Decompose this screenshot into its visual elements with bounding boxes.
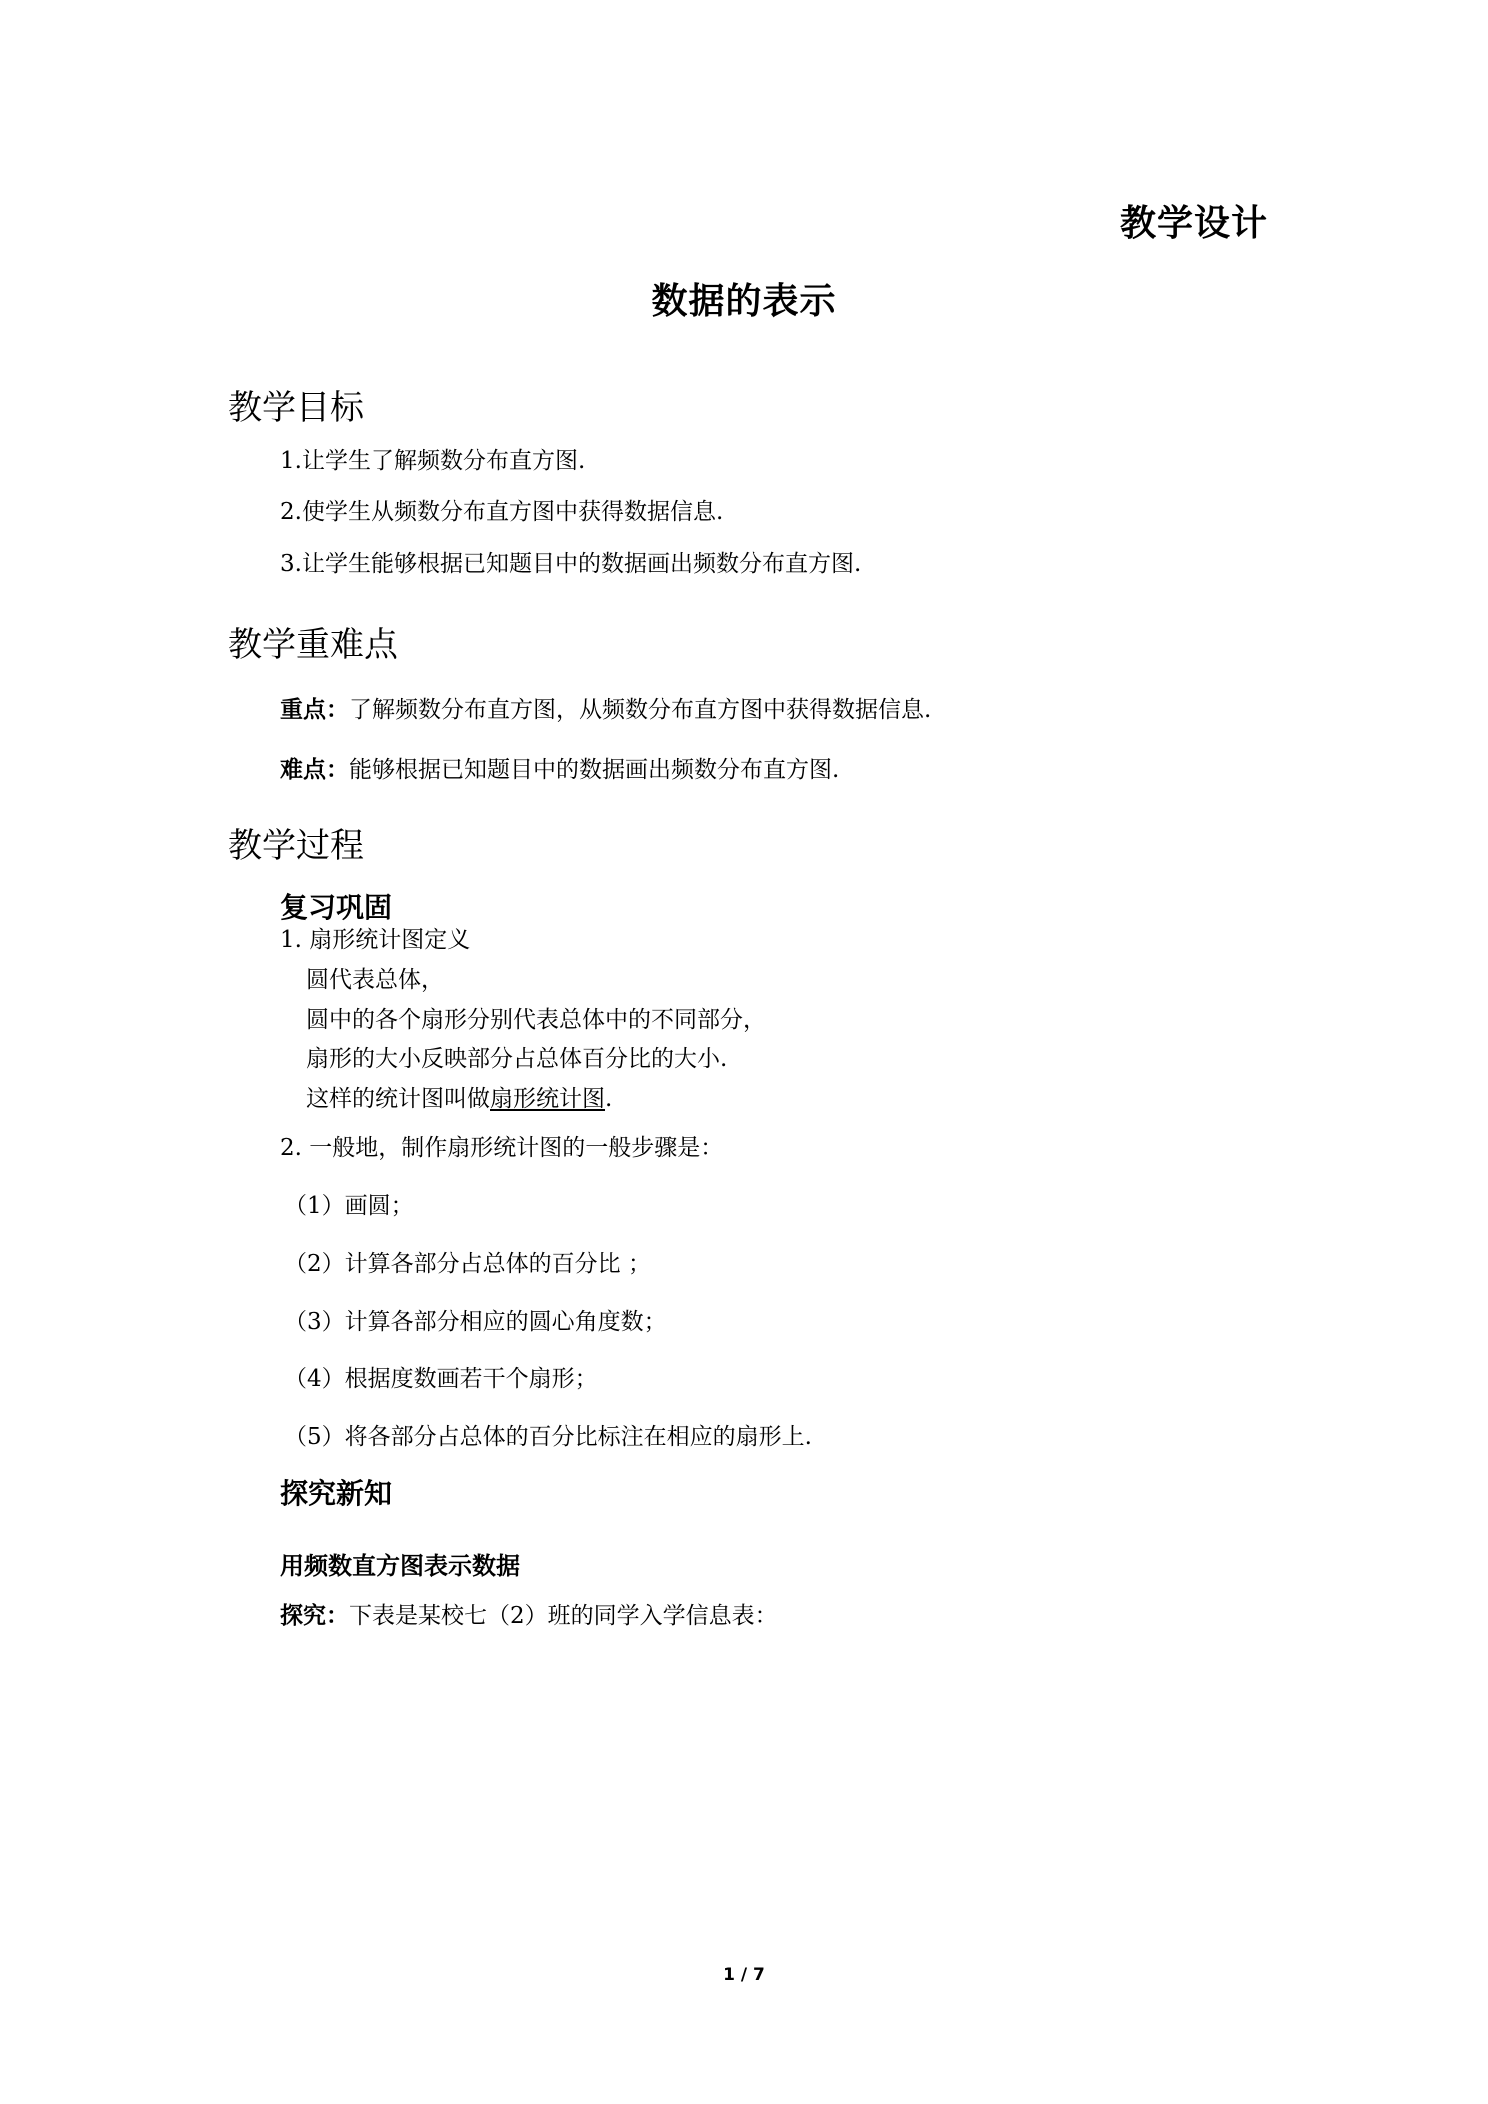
section-heading-goals: 教学目标 [228,388,364,428]
difficulty-line [280,759,839,782]
explore-subheading: 用频数直方图表示数据 [280,1552,520,1580]
definition-line-1: 圆代表总体， [306,967,444,993]
definition-suffix: . [605,1086,613,1112]
focus-text: 了解频数分布直方图，从频数分布直方图中获得数据信息. [349,697,932,723]
goal-item-1: 1.让学生了解频数分布直方图. [280,448,586,474]
focus-line [280,699,931,722]
definition-term: 扇形统计图 [490,1086,605,1112]
doc-title: 数据的表示 [651,281,837,322]
section-heading-process: 教学过程 [228,826,364,866]
explore-label: 探究： [280,1603,349,1629]
step-2: （2）计算各部分占总体的百分比 ； [284,1251,651,1277]
page-number: 1 / 7 [723,1965,765,1985]
doc-type-header: 教学设计 [1119,203,1268,244]
definition-prefix: 这样的统计图叫做 [306,1086,490,1112]
definition-line-3: 扇形的大小反映部分占总体百分比的大小. [306,1046,728,1072]
focus-label: 重点： [280,697,349,723]
goal-item-3: 3.让学生能够根据已知题目中的数据画出频数分布直方图. [280,551,862,577]
difficulty-text: 能够根据已知题目中的数据画出频数分布直方图. [349,757,840,783]
explore-text: 下表是某校七（2）班的同学入学信息表： [349,1603,778,1629]
subheading-review: 复习巩固 [280,891,393,924]
review-item-2-title: 2. 一般地，制作扇形统计图的一般步骤是： [280,1135,724,1161]
review-item-1-title: 1. 扇形统计图定义 [280,927,471,953]
goal-item-2: 2.使学生从频数分布直方图中获得数据信息. [280,499,724,525]
difficulty-label: 难点： [280,757,349,783]
step-5: （5）将各部分占总体的百分比标注在相应的扇形上. [284,1424,812,1450]
definition-line-2: 圆中的各个扇形分别代表总体中的不同部分， [306,1007,766,1033]
definition-line-4 [306,1088,612,1111]
section-heading-key-points: 教学重难点 [228,625,398,665]
step-3: （3）计算各部分相应的圆心角度数； [284,1309,667,1335]
explore-line [280,1605,778,1628]
step-4: （4）根据度数画若干个扇形； [284,1366,598,1392]
step-1: （1）画圆； [284,1193,414,1219]
subheading-explore: 探究新知 [280,1477,393,1510]
